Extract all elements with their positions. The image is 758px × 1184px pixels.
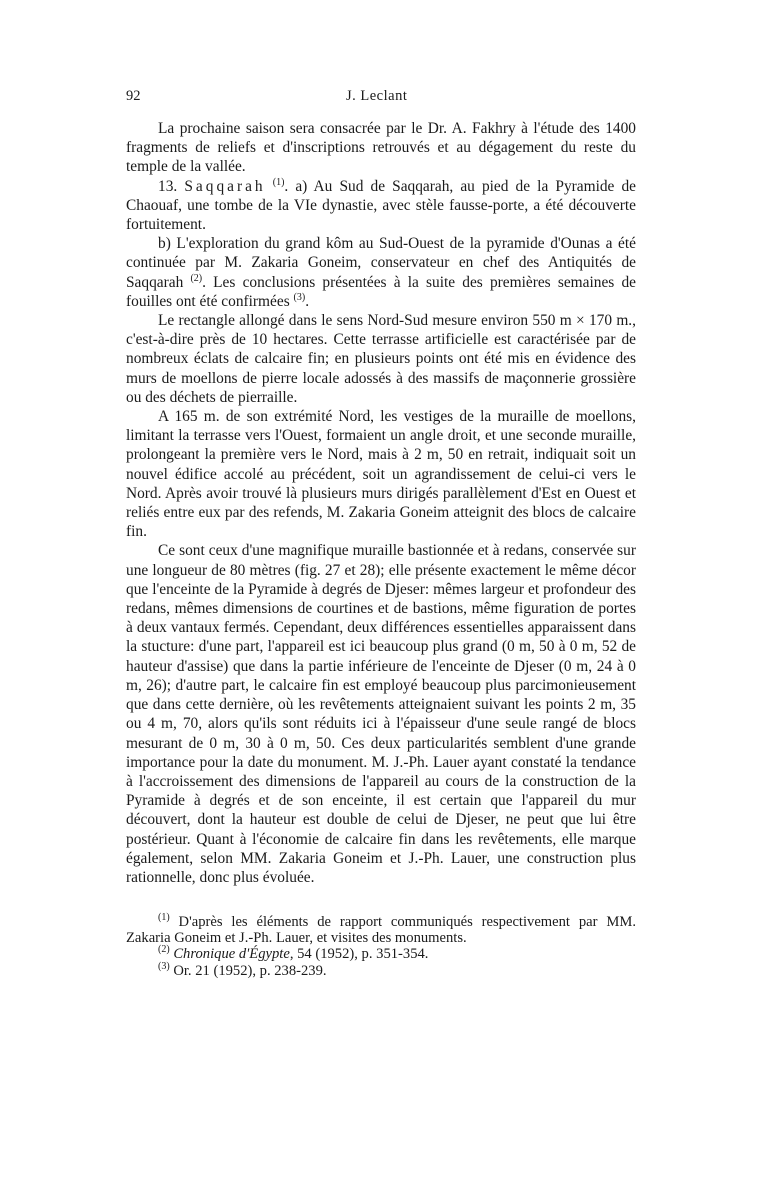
paragraph-section-13 bbox=[126, 177, 636, 235]
footnote-number: (1) bbox=[158, 912, 170, 924]
section-site-name: Saqqarah bbox=[184, 177, 266, 195]
footnote-text: D'après les éléments de rapport communiqués respectivement par MM. Zakaria Goneim et J.-Ph. Lauer, et visites des monuments. bbox=[126, 914, 636, 947]
footnote-ref: (2) bbox=[190, 272, 203, 284]
footnote-number: (3) bbox=[158, 960, 170, 972]
footnotes bbox=[126, 914, 636, 979]
paragraph bbox=[126, 541, 636, 887]
running-head-author: J. Leclant bbox=[346, 88, 408, 104]
page-number: 92 bbox=[126, 88, 141, 104]
footnote-text: , 54 (1952), p. 351-354. bbox=[289, 946, 429, 963]
footnote bbox=[126, 946, 636, 962]
section-number: 13. bbox=[158, 177, 178, 195]
footnote-ref: (3) bbox=[293, 291, 306, 303]
paragraph bbox=[126, 311, 636, 407]
paragraph-text: b) L'exploration du grand kôm au Sud-Ouest de la pyramide d'Ounas a été continuée par M. Zakaria Goneim, conservateur en chef des Antiquités de Saqqarah bbox=[126, 235, 636, 291]
footnote bbox=[126, 960, 636, 979]
paragraph-text: A 165 m. de son extrémité Nord, les vestiges de la muraille de moellons, limitant la terrasse vers l'Ouest, formaient un angle droit, et une seconde muraille, prolongeant la première vers le Nord, mais à 2 m, 50 en retrait, indiquait soit un nouvel édifice accolé au précédent, soit un agrandissement de celui-ci vers le Nord. Après avoir trouvé là plusieurs murs dirigés parallèlement d'Est en Ouest et reliés entre eux par des refends, M. Zakaria Goneim atteignit des blocs de calcaire fin. bbox=[126, 408, 636, 541]
running-head bbox=[126, 88, 636, 110]
paragraph-text: . bbox=[305, 292, 310, 310]
paragraph bbox=[126, 407, 636, 541]
paragraph-text: Ce sont ceux d'une magnifique muraille bastionnée et à redans, conservée sur une longueur de 80 mètres (fig. 27 et 28); elle présente exactement le même décor que l'enceinte de la Pyramide à degrés de Djeser: mêmes largeur et profondeur des redans, mêmes dimensions de courtines et de bastions, même figuration de portes à deux vantaux fermés. Cependant, deux différences essentielles apparaissent dans la stucture: d'une part, l'appareil est ici beaucoup plus grand (0 m, 50 à 0 m, 52 de hauteur d'assise) que dans la partie inférieure de l'enceinte de Djeser (0 m, 24 à 0 m, 26); d'autre part, le calcaire fin est employé beaucoup plus parcimonieusement que dans cette dernière, où les revêtements atteignaient suivant les points 2 m, 35 ou 4 m, 70, alors qu'ils sont réduits ici à l'épaisseur d'une seule rangé de blocs mesurant de 0 m, 30 à 0 m, 50. Ces deux particularités semblent d'une grande importance pour la date du monument. M. J.-Ph. Lauer ayant constaté la tendance à l'accroissement des dimensions de l'appareil au cours de la construction de la Pyramide à degrés et de son enceinte, il est certain que l'appareil du mur découvert, dont la hauteur est double de celui de Djeser, ne peut que lui être postérieur. Quant à l'économie de calcaire fin dans les revêtements, elle marque également, selon MM. Zakaria Goneim et J.-Ph. Lauer, une construction plus rationnelle, donc plus évoluée. bbox=[126, 542, 636, 886]
paragraph-text: La prochaine saison sera consacrée par le Dr. A. Fakhry à l'étude des 1400 fragments de reliefs et d'inscriptions retrouvés et au dégagement du reste du temple de la vallée. bbox=[126, 120, 636, 176]
footnote-journal-title: Chronique d'Égypte bbox=[173, 946, 290, 963]
footnote-number: (2) bbox=[158, 944, 170, 956]
paragraph-text: . Les conclusions présentées à la suite des premières semaines de fouilles ont été confirmées bbox=[126, 273, 636, 310]
footnote-ref: (1) bbox=[272, 176, 285, 188]
footnote-text: Or. 21 (1952), p. 238-239. bbox=[169, 962, 327, 979]
footnote bbox=[126, 914, 636, 946]
paragraph-text: Le rectangle allongé dans le sens Nord-Sud mesure environ 550 m × 170 m., c'est-à-dire près de 10 hectares. Cette terrasse artificielle est caractérisée par de nombreux éclats de calcaire fin; en plusieurs points ont été mis en évidence des murs de moellons de pierre locale adossés à des massifs de maçonnerie grossière ou des déchets de pierraille. bbox=[126, 312, 636, 406]
paragraph bbox=[126, 234, 636, 311]
paragraph bbox=[126, 119, 636, 177]
paragraph-text: . a) Au Sud de Saqqarah, au pied de la Pyramide de Chaouaf, une tombe de la VIe dynastie, avec stèle fausse-porte, a été découverte fortuitement. bbox=[126, 177, 636, 234]
body-text bbox=[126, 119, 636, 887]
